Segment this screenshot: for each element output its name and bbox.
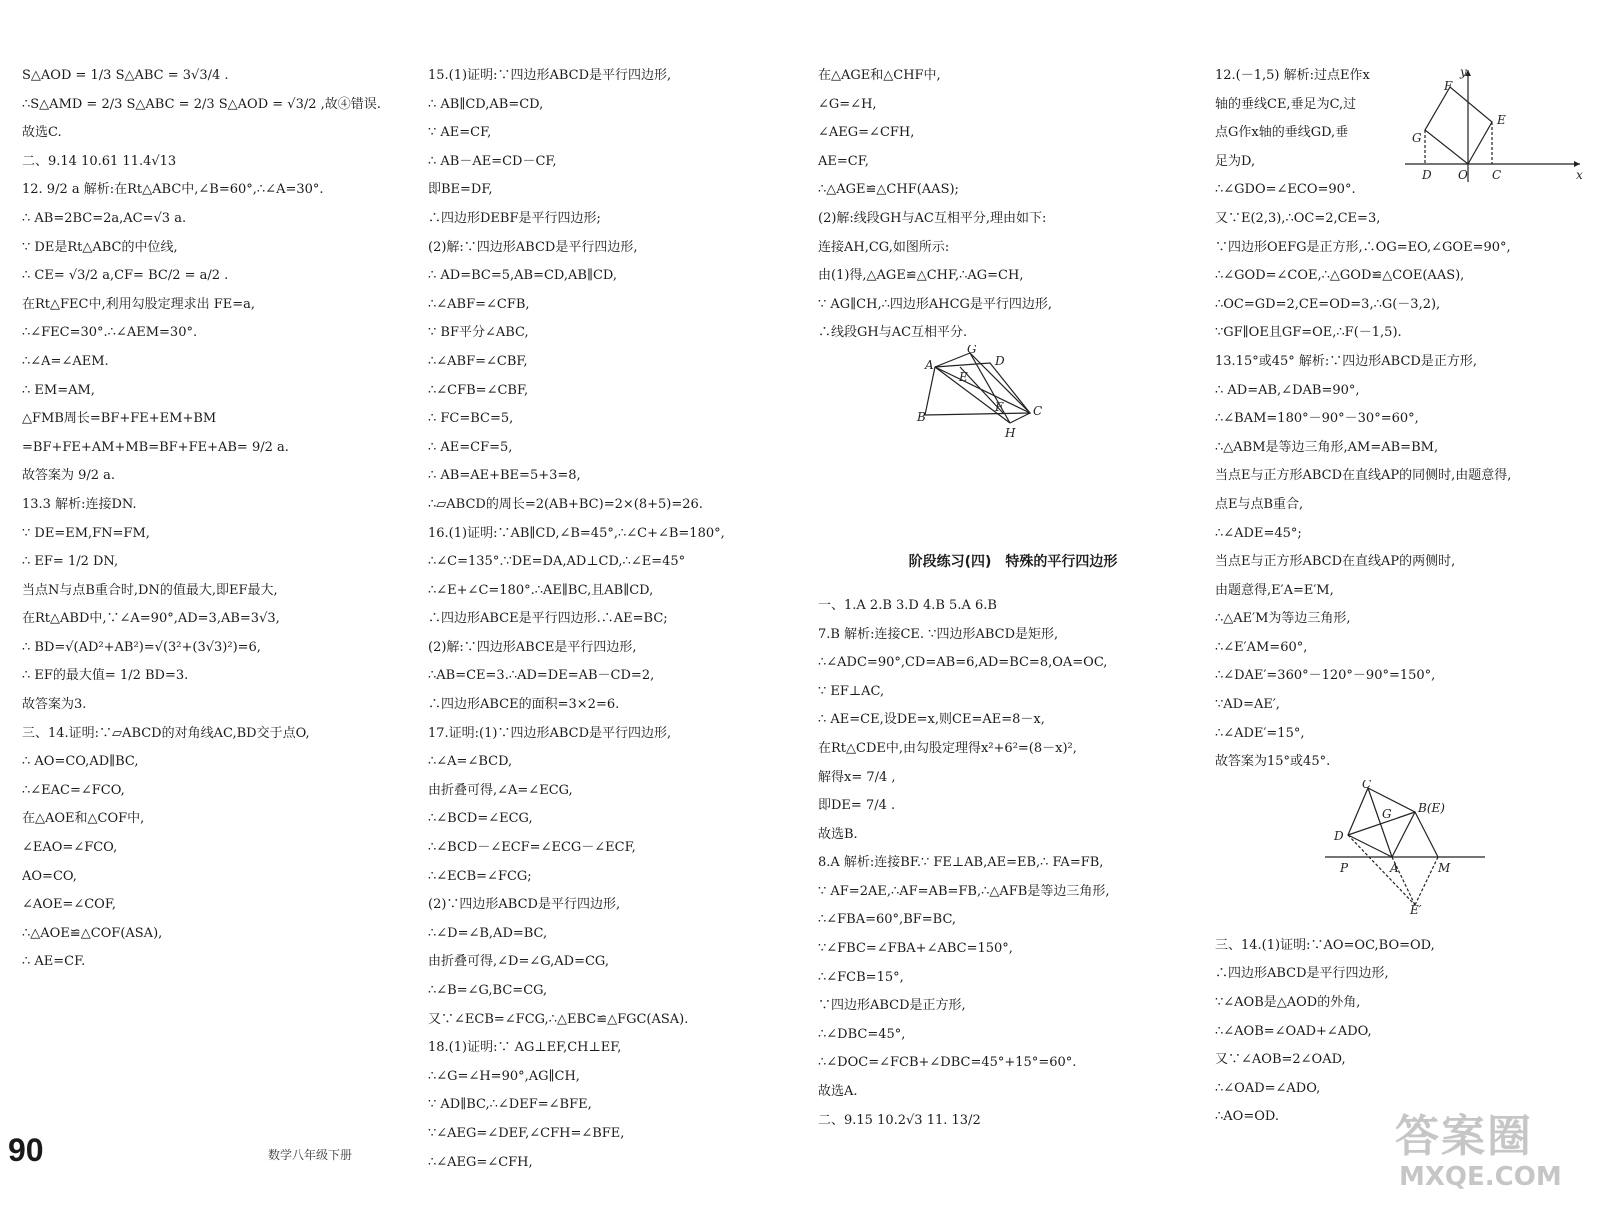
- fig3-label-m: M: [1438, 861, 1451, 875]
- text-line: ∴△AOE≌△COF(ASA),: [22, 925, 163, 941]
- text-line: ∴∠DAE′=360°－120°－90°=150°,: [1215, 668, 1436, 684]
- text-line: ∴∠ADE=45°;: [1215, 525, 1302, 541]
- text-line: 8.A 解析:连接BF.∵ FE⊥AB,AE=EB,∴ FA=FB,: [818, 855, 1104, 871]
- text-line: 故选C.: [22, 125, 62, 141]
- text-line: ∴ AB=AE+BE=5+3=8,: [428, 468, 581, 484]
- text-line: ∴ AE=CF=5,: [428, 439, 513, 455]
- text-line: 在△AOE和△COF中,: [22, 811, 145, 827]
- fig3-label-a: A: [1390, 861, 1399, 875]
- fig3-label-e-prime: E′: [1410, 903, 1422, 915]
- text-line: ∴∠FBA=60°,BF=BC,: [818, 912, 957, 928]
- text-line: 7.B 解析:连接CE. ∵四边形ABCD是矩形,: [818, 626, 1059, 642]
- text-line: ∴∠AOB=∠OAD+∠ADO,: [1215, 1023, 1372, 1039]
- text-line: ∴∠EAC=∠FCO,: [22, 782, 125, 798]
- text-line: ∴△AE′M为等边三角形,: [1215, 611, 1351, 627]
- text-line: ∴AO=OD.: [1215, 1109, 1279, 1125]
- fig1-label-c: C: [1033, 404, 1043, 418]
- text-line: ∴∠ADC=90°,CD=AB=6,AD=BC=8,OA=OC,: [818, 655, 1108, 671]
- text-line: ∴ AB－AE=CD－CF,: [428, 153, 557, 169]
- text-line: ∴∠E+∠C=180°.∴AE∥BC,且AB∥CD,: [428, 582, 654, 598]
- text-line: 在Rt△FEC中,利用勾股定理求出 FE=a,: [22, 296, 256, 312]
- fig3-label-g: G: [1382, 807, 1392, 821]
- text-line: ∴∠BCD=∠ECG,: [428, 811, 533, 827]
- fig1-label-e: E: [959, 370, 968, 384]
- text-line: ∴四边形DEBF是平行四边形;: [428, 210, 601, 226]
- column-3: [818, 62, 1208, 1135]
- column-1: [22, 62, 402, 977]
- text-line: ∴ AO=CO,AD∥BC,: [22, 754, 139, 770]
- text-line: ∵四边形OEFG是正方形,∴OG=EO,∠GOE=90°,: [1215, 239, 1511, 255]
- text-line: 解得x= 7/4 ,: [818, 769, 896, 785]
- book-title: 数学八年级下册: [268, 1148, 353, 1162]
- text-line: ∴ BD=√(AD²+AB²)=√(3²+(3√3)²)=6,: [22, 639, 261, 655]
- text-line: ∵ DE是Rt△ABC的中位线,: [22, 239, 178, 255]
- fig3-label-be: B(E): [1418, 801, 1445, 815]
- text-line: ∴∠FCB=15°,: [818, 969, 904, 985]
- text-line: ∴ CE= √3/2 a,CF= BC/2 = a/2 .: [22, 268, 229, 284]
- watermark: [1395, 1112, 1595, 1202]
- text-line: 在△AGE和△CHF中,: [818, 68, 941, 83]
- text-line: ∴∠BAM=180°－90°－30°=60°,: [1215, 411, 1419, 427]
- text-line: 故答案为15°或45°.: [1215, 754, 1331, 770]
- text-line: ∴∠AEG=∠CFH,: [428, 1154, 533, 1170]
- text-line: ∴ AE=CF.: [22, 954, 86, 970]
- text-line: 13.15°或45° 解析:∵四边形ABCD是正方形,: [1215, 353, 1477, 369]
- text-line: 二、9.14 10.61 11.4√13: [22, 153, 177, 169]
- text-line: (2)解:∵四边形ABCD是平行四边形,: [428, 239, 638, 255]
- text-line: ∴∠GOD=∠COE,∴△GOD≌△COE(AAS),: [1215, 268, 1465, 284]
- fig1-label-f: F: [995, 400, 1004, 414]
- column-2: [428, 62, 808, 1177]
- text-line: ∴ AD=BC=5,AB=CD,AB∥CD,: [428, 268, 618, 284]
- text-line: ∴AB=CE=3.∴AD=DE=AB－CD=2,: [428, 668, 655, 684]
- text-line: ∴∠DBC=45°,: [818, 1026, 906, 1042]
- fig1-label-b: B: [917, 410, 926, 424]
- text-line: 连接AH,CG,如图所示:: [818, 239, 950, 255]
- text-line: 由题意得,E′A=E′M,: [1215, 582, 1334, 598]
- text-line: ∵四边形ABCD是正方形,: [818, 998, 966, 1014]
- text-line: 故选B.: [818, 826, 858, 842]
- fig2-label-x: x: [1576, 168, 1583, 182]
- text-line: 当点E与正方形ABCD在直线AP的同侧时,由题意得,: [1215, 468, 1512, 484]
- text-line: ∴△AGE≌△CHF(AAS);: [818, 182, 959, 198]
- text-line: ∴∠BCD－∠ECF=∠ECG－∠ECF,: [428, 840, 636, 856]
- text-line: ∠EAO=∠FCO,: [22, 840, 118, 856]
- text-line: ∠G=∠H,: [818, 96, 877, 112]
- text-line: ∵GF∥OE且GF=OE,∴F(－1,5).: [1215, 325, 1402, 341]
- text-line: ∠AOE=∠COF,: [22, 897, 116, 913]
- text-line: 在Rt△CDE中,由勾股定理得x²+6²=(8－x)²,: [818, 740, 1077, 756]
- text-line: ∴四边形ABCE的面积=3×2=6.: [428, 697, 620, 713]
- text-line: 当点E与正方形ABCD在直线AP的两侧时,: [1215, 554, 1456, 570]
- text-line: 又∵∠ECB=∠FCG,∴△EBC≌△FGC(ASA).: [428, 1011, 689, 1027]
- section-title: 阶段练习(四) 特殊的平行四边形: [908, 553, 1118, 570]
- text-line: 故答案为 9/2 a.: [22, 468, 116, 484]
- text-line: ∴∠B=∠G,BC=CG,: [428, 983, 548, 998]
- text-line: 二、9.15 10.2√3 11. 13/2: [818, 1112, 981, 1128]
- text-line: 足为D,: [1215, 153, 1256, 169]
- text-line: ∵ DE=EM,FN=FM,: [22, 525, 150, 541]
- text-line: ∴ AE=CE,设DE=x,则CE=AE=8－x,: [818, 712, 1045, 728]
- text-line: ∴∠ABF=∠CFB,: [428, 296, 530, 312]
- text-line: ∵ AE=CF,: [428, 125, 492, 141]
- text-line: 15.(1)证明:∵四边形ABCD是平行四边形,: [428, 68, 672, 83]
- text-line: 由折叠可得,∠A=∠ECG,: [428, 782, 573, 798]
- text-line: (2)∵四边形ABCD是平行四边形,: [428, 897, 621, 913]
- text-line: ∵ AF=2AE,∴AF=AB=FB,∴△AFB是等边三角形,: [818, 883, 1110, 899]
- text-line: ∴ EF= 1/2 DN,: [22, 554, 119, 570]
- text-line: ∴∠ADE′=15°,: [1215, 725, 1305, 741]
- page-number: 90: [8, 1132, 44, 1168]
- text-line: ∴∠A=∠AEM.: [22, 353, 109, 369]
- text-line: 由(1)得,△AGE≌△CHF,∴AG=CH,: [818, 268, 1024, 284]
- text-line: ∴线段GH与AC互相平分.: [818, 325, 968, 341]
- text-line: ∴∠E′AM=60°,: [1215, 639, 1308, 655]
- text-line: ∴S△AMD = 2/3 S△ABC = 2/3 S△AOD = √3/2 ,故④错误.: [22, 96, 381, 112]
- text-line: ∴▱ABCD的周长=2(AB+BC)=2×(8+5)=26.: [428, 496, 703, 512]
- text-line: △FMB周长=BF+FE+EM+BM: [22, 411, 217, 427]
- text-line: 又∵∠AOB=2∠OAD,: [1215, 1052, 1346, 1068]
- text-line: ∴∠ABF=∠CBF,: [428, 353, 528, 369]
- fig1-label-g: G: [967, 345, 977, 356]
- text-line: 17.证明:(1)∵四边形ABCD是平行四边形,: [428, 725, 672, 741]
- text-line: 轴的垂线CE,垂足为C,过: [1215, 96, 1357, 112]
- text-line: ∴四边形ABCD是平行四边形,: [1215, 966, 1389, 982]
- text-line: ∴ EF的最大值= 1/2 BD=3.: [22, 668, 189, 684]
- text-line: ∴∠A=∠BCD,: [428, 754, 513, 770]
- text-line: ∵ AG∥CH,∴四边形AHCG是平行四边形,: [818, 296, 1053, 312]
- text-line: ∵∠AOB是△AOD的外角,: [1215, 995, 1361, 1011]
- text-line: ∴ AB=2BC=2a,AC=√3 a.: [22, 210, 187, 226]
- text-line: 又∵E(2,3),∴OC=2,CE=3,: [1215, 210, 1381, 226]
- text-line: 即BE=DF,: [428, 182, 493, 198]
- text-line: ∴ FC=BC=5,: [428, 411, 514, 427]
- fig2-label-c: C: [1492, 168, 1502, 182]
- text-line: ∵∠AEG=∠DEF,∠CFH=∠BFE,: [428, 1125, 625, 1141]
- fig3-label-c: C: [1362, 780, 1372, 791]
- text-line: 12.(－1,5) 解析:过点E作x: [1215, 68, 1370, 83]
- text-line: ∴ AB∥CD,AB=CD,: [428, 96, 544, 112]
- figure-parallelogram: [915, 345, 1055, 445]
- text-line: ∴四边形ABCE是平行四边形.∴AE=BC;: [428, 611, 668, 627]
- text-line: 在Rt△ABD中,∵∠A=90°,AD=3,AB=3√3,: [22, 611, 280, 627]
- text-line: S△AOD = 1/3 S△ABC = 3√3/4 .: [22, 68, 229, 83]
- fig2-label-o: O: [1458, 168, 1468, 182]
- fig1-label-a: A: [925, 358, 934, 372]
- text-line: 13.3 解析:连接DN.: [22, 496, 137, 512]
- text-line: ∴∠G=∠H=90°,AG∥CH,: [428, 1068, 580, 1084]
- text-line: (2)解:∵四边形ABCE是平行四边形,: [428, 639, 637, 655]
- text-line: 一、1.A 2.B 3.D 4.B 5.A 6.B: [818, 597, 997, 613]
- fig1-label-h: H: [1005, 426, 1016, 440]
- text-line: 三、14.(1)证明:∵AO=OC,BO=OD,: [1215, 937, 1435, 953]
- text-line: ∴∠CFB=∠CBF,: [428, 382, 529, 398]
- watermark-logo-text: 答案圈: [1395, 1111, 1533, 1162]
- text-line: ∴△ABM是等边三角形,AM=AB=BM,: [1215, 439, 1439, 455]
- fig2-label-y: y: [1460, 65, 1467, 79]
- text-line: ∠AEG=∠CFH,: [818, 125, 915, 141]
- text-line: AE=CF,: [818, 153, 869, 169]
- text-line: 点G作x轴的垂线GD,垂: [1215, 125, 1349, 141]
- fig1-label-d: D: [995, 354, 1005, 368]
- text-line: 16.(1)证明:∵AB∥CD,∠B=45°,∴∠C+∠B=180°,: [428, 525, 725, 541]
- text-line: ∵ AD∥BC,∴∠DEF=∠BFE,: [428, 1097, 592, 1113]
- text-line: ∴∠GDO=∠ECO=90°.: [1215, 182, 1356, 198]
- text-line: ∴∠OAD=∠ADO,: [1215, 1080, 1321, 1096]
- text-line: ∴∠D=∠B,AD=BC,: [428, 925, 548, 941]
- text-line: (2)解:线段GH与AC互相平分,理由如下:: [818, 210, 1047, 226]
- fig2-label-g: G: [1412, 131, 1422, 145]
- text-line: AO=CO,: [22, 868, 77, 884]
- figure-coordinate-square: [1400, 62, 1590, 187]
- text-line: ∴∠ECB=∠FCG;: [428, 868, 532, 884]
- text-line: 12. 9/2 a 解析:在Rt△ABC中,∠B=60°,∴∠A=30°.: [22, 182, 324, 198]
- fig3-label-d: D: [1334, 829, 1344, 843]
- text-line: 即DE= 7/4 .: [818, 798, 896, 814]
- text-line: 当点N与点B重合时,DN的值最大,即EF最大,: [22, 582, 278, 598]
- text-line: ∵∠FBC=∠FBA+∠ABC=150°,: [818, 941, 1013, 957]
- text-line: ∴∠FEC=30°.∴∠AEM=30°.: [22, 325, 198, 341]
- text-line: ∴ AD=AB,∠DAB=90°,: [1215, 382, 1360, 398]
- text-line: ∴∠C=135°.∵DE=DA,AD⊥CD,∴∠E=45°: [428, 554, 686, 570]
- text-line: =BF+FE+AM+MB=BF+FE+AB= 9/2 a.: [22, 439, 289, 455]
- text-line: ∵ BF平分∠ABC,: [428, 325, 529, 341]
- fig2-label-e: E: [1497, 113, 1506, 127]
- watermark-url: MXQE.COM: [1399, 1162, 1562, 1192]
- text-line: 点E与点B重合,: [1215, 496, 1304, 512]
- fig3-label-p: P: [1340, 861, 1349, 875]
- text-line: 18.(1)证明:∵ AG⊥EF,CH⊥EF,: [428, 1040, 622, 1056]
- text-line: ∴ EM=AM,: [22, 382, 95, 398]
- text-line: ∵ EF⊥AC,: [818, 683, 885, 699]
- text-line: 故答案为3.: [22, 697, 87, 713]
- text-line: ∴OC=GD=2,CE=OD=3,∴G(－3,2),: [1215, 296, 1441, 312]
- figure-square-triangle: [1320, 780, 1490, 915]
- text-line: 故选A.: [818, 1084, 858, 1100]
- fig2-label-d: D: [1422, 168, 1432, 182]
- text-line: ∵AD=AE′,: [1215, 697, 1280, 713]
- text-line: ∴∠DOC=∠FCB+∠DBC=45°+15°=60°.: [818, 1055, 1077, 1071]
- text-line: 三、14.证明:∵▱ABCD的对角线AC,BD交于点O,: [22, 725, 310, 741]
- text-line: 由折叠可得,∠D=∠G,AD=CG,: [428, 954, 609, 970]
- fig2-label-f: F: [1444, 79, 1453, 93]
- column-4: [1215, 62, 1585, 1132]
